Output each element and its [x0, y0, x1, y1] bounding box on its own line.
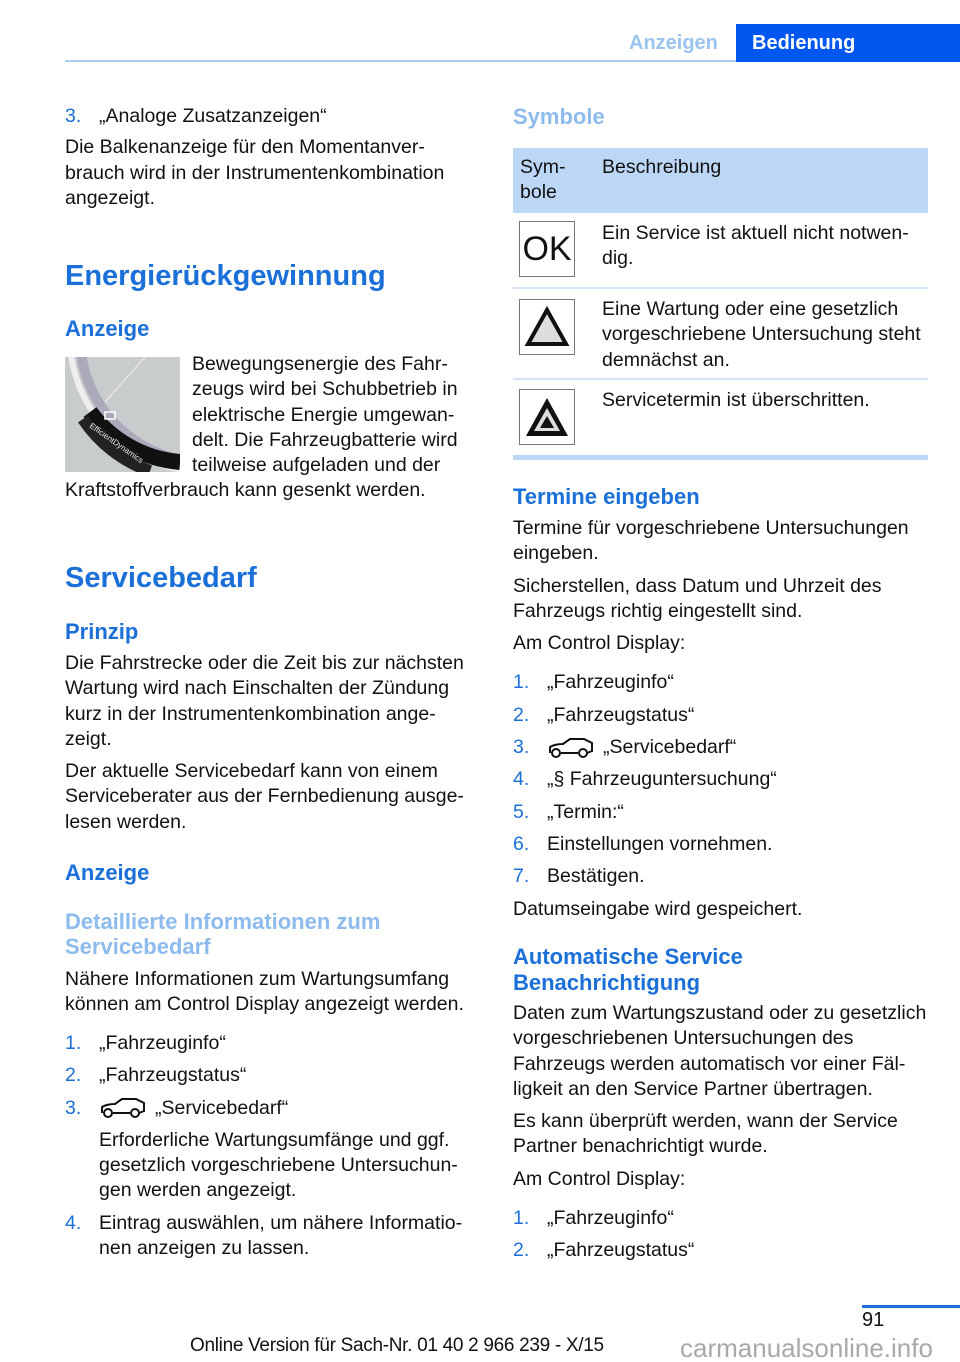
energy-paragraph-end: Kraftstoffverbrauch kann gesenkt werden. — [65, 479, 426, 501]
paragraph: Datumseingabe wird gespeichert. — [513, 897, 803, 920]
detail-text: Nähere Informationen zum Wartungsumfang können am Control Display angezeigt werden. — [65, 968, 464, 1016]
list-text: „§ Fahrzeuguntersuchung“ — [547, 768, 777, 791]
list-subtext: Erforderliche Wartungsumfänge und ggf. gesetzlich vorgeschriebene Untersuchungen werden angezeigt. — [99, 1128, 458, 1202]
list-number: 5. — [513, 800, 530, 823]
footer-rule — [862, 1305, 960, 1308]
symbols-title: Symbole — [513, 104, 605, 129]
online-version: Online Version für Sach-Nr. 01 40 2 966 239 - X/15 — [190, 1335, 604, 1356]
list-number: 1. — [513, 671, 530, 694]
subsection-title: Prinzip — [65, 619, 139, 644]
list-number: 2. — [65, 1064, 82, 1087]
subsection-title: Automatische Service Benachrichtigung — [513, 944, 743, 995]
list-text: „Fahrzeuginfo“ — [547, 671, 674, 694]
gauge-label: EfficientDynamics — [87, 421, 145, 466]
warning-triangle-filled-icon — [519, 389, 575, 445]
column-header-description: Beschreibung — [602, 156, 722, 178]
list-text: „Fahrzeugstatus“ — [547, 703, 695, 726]
list-text: „Termin:“ — [547, 800, 624, 823]
subsection-title: Anzeige — [65, 316, 150, 341]
paragraph: Daten zum Wartungszustand oder zu gesetzlich vorgeschriebenen Untersuchungen des Fahrzeugs werden automatisch vor einer Fälligkeit an den Service Partner übertragen. — [513, 1002, 927, 1100]
list-number: 1. — [513, 1207, 530, 1230]
subsection-title: Termine eingeben — [513, 484, 700, 509]
paragraph: Der aktuelle Servicebedarf kann von einem Serviceberater aus der Fernbedienung ausgelesen werden. — [65, 760, 464, 833]
list-number: 4. — [65, 1211, 82, 1234]
list-text: „Servicebedarf“ — [603, 736, 737, 759]
list-number: 7. — [513, 865, 530, 888]
subsection-title: Anzeige — [65, 860, 150, 885]
row-description: Ein Service ist aktuell nicht notwendig. — [602, 222, 909, 270]
table-header — [513, 148, 928, 213]
row-description: Eine Wartung oder eine gesetzlich vorgeschriebene Untersuchung steht demnächst an. — [602, 298, 921, 371]
paragraph: Am Control Display: — [513, 1167, 686, 1190]
list-text: Einstellungen vornehmen. — [547, 832, 773, 855]
list-number: 1. — [65, 1032, 82, 1054]
section-title: Servicebedarf — [65, 562, 257, 594]
paragraph: Die Fahrstrecke oder die Zeit bis zur nächsten Wartung wird nach Einschalten der Zündung kurz in der Instrumentenkombination angezeigt. — [65, 652, 464, 750]
paragraph: Die Balkenanzeige für den Momentanverbrauch wird in der Instrumentenkombination angezeigt. — [65, 136, 445, 209]
subsubsection-title: Detaillierte Informationen zum Servicebedarf — [65, 909, 381, 959]
paragraph: Es kann überprüft werden, wann der Service Partner benachrichtigt wurde. — [513, 1110, 898, 1158]
list-text: „Fahrzeuginfo“ — [547, 1207, 674, 1230]
car-icon — [547, 738, 595, 758]
paragraph: Termine für vorgeschriebene Untersuchungen eingeben. — [513, 517, 909, 565]
table-bottom-rule — [513, 455, 928, 460]
tab-bedienung[interactable]: Bedienung — [736, 24, 960, 62]
list-text: „Analoge Zusatzanzeigen“ — [99, 105, 327, 127]
list-number: 6. — [513, 832, 530, 855]
list-number: 2. — [513, 703, 530, 726]
watermark: carmanualsonline.info — [680, 1333, 933, 1362]
list-number: 2. — [513, 1239, 530, 1262]
ok-icon: OK — [519, 221, 575, 277]
list-text: Bestätigen. — [547, 865, 645, 888]
table-row — [513, 287, 928, 379]
paragraph: Sicherstellen, dass Datum und Uhrzeit des Fahrzeugs richtig eingestellt sind. — [513, 574, 882, 622]
car-icon — [99, 1098, 147, 1118]
prinzip-text — [65, 651, 475, 835]
list-number: 3. — [65, 105, 82, 127]
termine-text — [513, 516, 933, 922]
column-header-symbols: Symbole — [520, 156, 566, 204]
gauge-image — [65, 357, 180, 472]
left-column — [65, 104, 475, 211]
list-number: 4. — [513, 768, 530, 791]
page-number: 91 — [862, 1309, 885, 1331]
list-number: 3. — [513, 736, 530, 759]
paragraph: Am Control Display: — [513, 632, 686, 655]
tab-anzeigen[interactable]: Anzeigen — [629, 32, 718, 54]
list-number: 3. — [65, 1096, 82, 1119]
energy-paragraph: Bewegungsenergie des Fahrzeugs wird bei Schubbetrieb in elektrische Energie umgewandelt. Die Fahrzeugbatterie wird teilweise aufgeladen und der — [192, 353, 458, 477]
left-steps — [65, 1031, 475, 1268]
list-text: Eintrag auswählen, um nähere Informationen anzeigen zu lassen. — [99, 1211, 463, 1260]
table-row — [513, 213, 928, 287]
warning-triangle-icon — [519, 299, 575, 355]
auto-text — [513, 1001, 933, 1271]
list-text: „Fahrzeugstatus“ — [99, 1064, 247, 1087]
section-title: Energierückgewinnung — [65, 260, 386, 292]
list-text: „Servicebedarf“ — [155, 1096, 289, 1119]
row-description: Servicetermin ist überschritten. — [602, 389, 870, 411]
list-text: „Fahrzeugstatus“ — [547, 1239, 695, 1262]
list-text: „Fahrzeuginfo“ — [99, 1032, 226, 1054]
table-row — [513, 378, 928, 456]
